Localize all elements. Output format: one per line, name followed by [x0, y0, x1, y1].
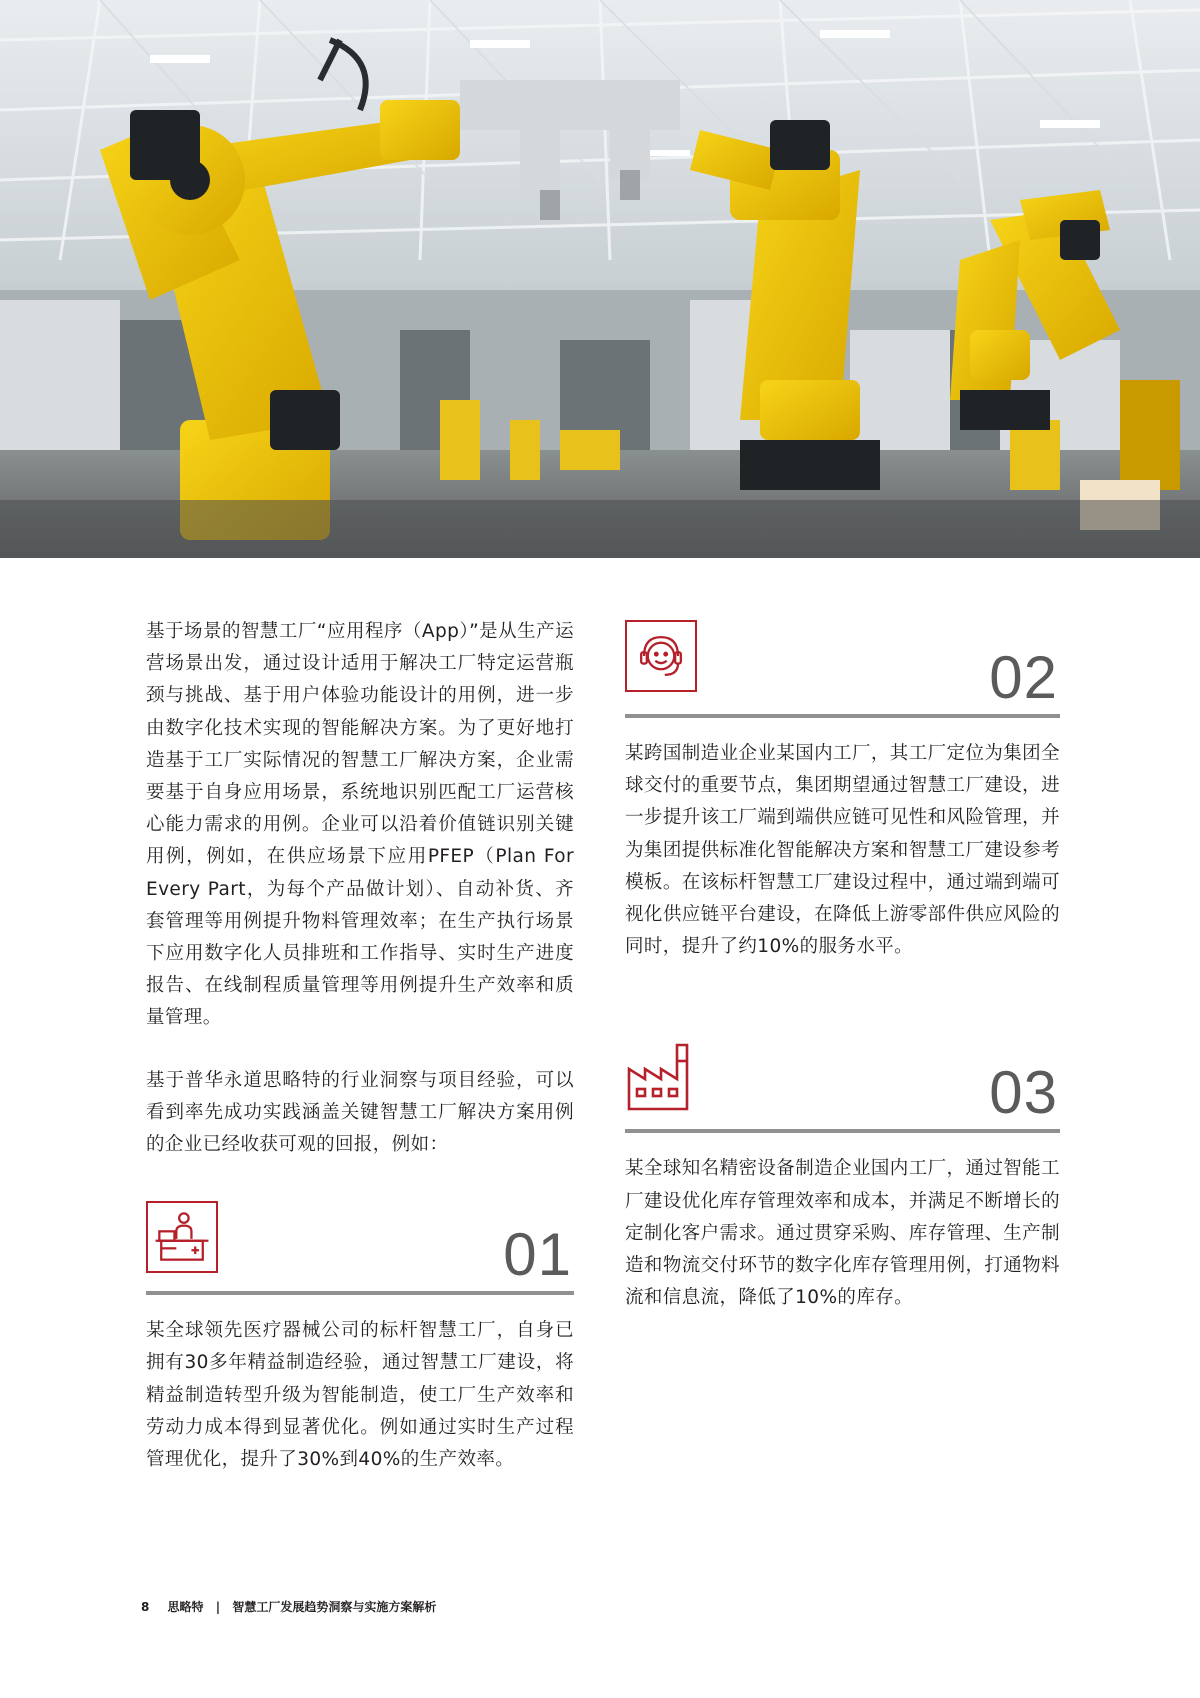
hero-photo	[0, 0, 1200, 558]
factory-robots-photo	[0, 0, 1200, 558]
intro-paragraph-1: 基于场景的智慧工厂“应用程序（App）”是从生产运营场景出发，通过设计适用于解决工厂特定运营瓶颈与挑战、基于用户体验功能设计的用例，进一步由数字化技术实现的智能解决方案。为了更好地打造基于工厂实际情况的智慧工厂解决方案，企业需要基于自身应用场景，系统地识别匹配工厂运营核心能力需求的用例。企业可以沿着价值链识别关键用例，例如，在供应场景下应用PFEP（Plan For Every Part，为每个产品做计划）、自动补货、齐套管理等用例提升物料管理效率；在生产执行场景下应用数字化人员排班和工作指导、实时生产进度报告、在线制程质量管理等用例提升生产效率和质量管理。	[146, 621, 574, 1029]
case-03-header	[625, 1039, 1060, 1129]
case-02-number: 02	[989, 644, 1058, 711]
case-02	[625, 620, 1060, 963]
case-01-divider	[146, 1291, 574, 1295]
case-01-header	[146, 1201, 574, 1291]
customer-service-icon	[625, 620, 697, 692]
case-03-text: 某全球知名精密设备制造企业国内工厂，通过智能工厂建设优化库存管理效率和成本，并满足不断增长的定制化客户需求。通过贯穿采购、库存管理、生产制造和物流交付环节的数字化库存管理用例，打通物料流和信息流，降低了10%的库存。	[625, 1158, 1060, 1309]
case-03	[625, 1039, 1060, 1314]
case-01-text: 某全球领先医疗器械公司的标杆智慧工厂，自身已拥有30多年精益制造经验，通过智慧工厂建设，将精益制造转型升级为智能制造，使工厂生产效率和劳动力成本得到显著优化。例如通过实时生产过程管理优化，提升了30%到40%的生产效率。	[146, 1320, 574, 1471]
case-03-divider	[625, 1129, 1060, 1133]
case-01	[146, 1201, 574, 1476]
case-02-text: 某跨国制造业企业某国内工厂，其工厂定位为集团全球交付的重要节点，集团期望通过智慧工厂建设，进一步提升该工厂端到端供应链可见性和风险管理，并为集团提供标准化智能解决方案和智慧工厂建设参考模板。在该标杆智慧工厂建设过程中，通过端到端可视化供应链平台建设，在降低上游零部件供应风险的同时，提升了约10%的服务水平。	[625, 743, 1060, 958]
factory-icon	[625, 1039, 697, 1111]
case-03-number: 03	[989, 1059, 1058, 1127]
footer-brand: 思略特	[167, 1600, 204, 1614]
left-column	[146, 616, 574, 1476]
page-number: 8	[141, 1600, 150, 1614]
intro-paragraph-2: 基于普华永道思略特的行业洞察与项目经验，可以看到率先成功实践涵盖关键智慧工厂解决方案用例的企业已经收获可观的回报，例如：	[146, 1069, 574, 1156]
right-column	[625, 620, 1060, 1314]
footer-separator: |	[215, 1600, 221, 1614]
case-01-number: 01	[503, 1221, 572, 1289]
case-02-header	[625, 620, 1060, 714]
footer-title: 智慧工厂发展趋势洞察与实施方案解析	[232, 1600, 437, 1614]
case-02-divider	[625, 714, 1060, 718]
medical-desk-icon	[146, 1201, 218, 1273]
page-footer	[141, 1597, 436, 1617]
